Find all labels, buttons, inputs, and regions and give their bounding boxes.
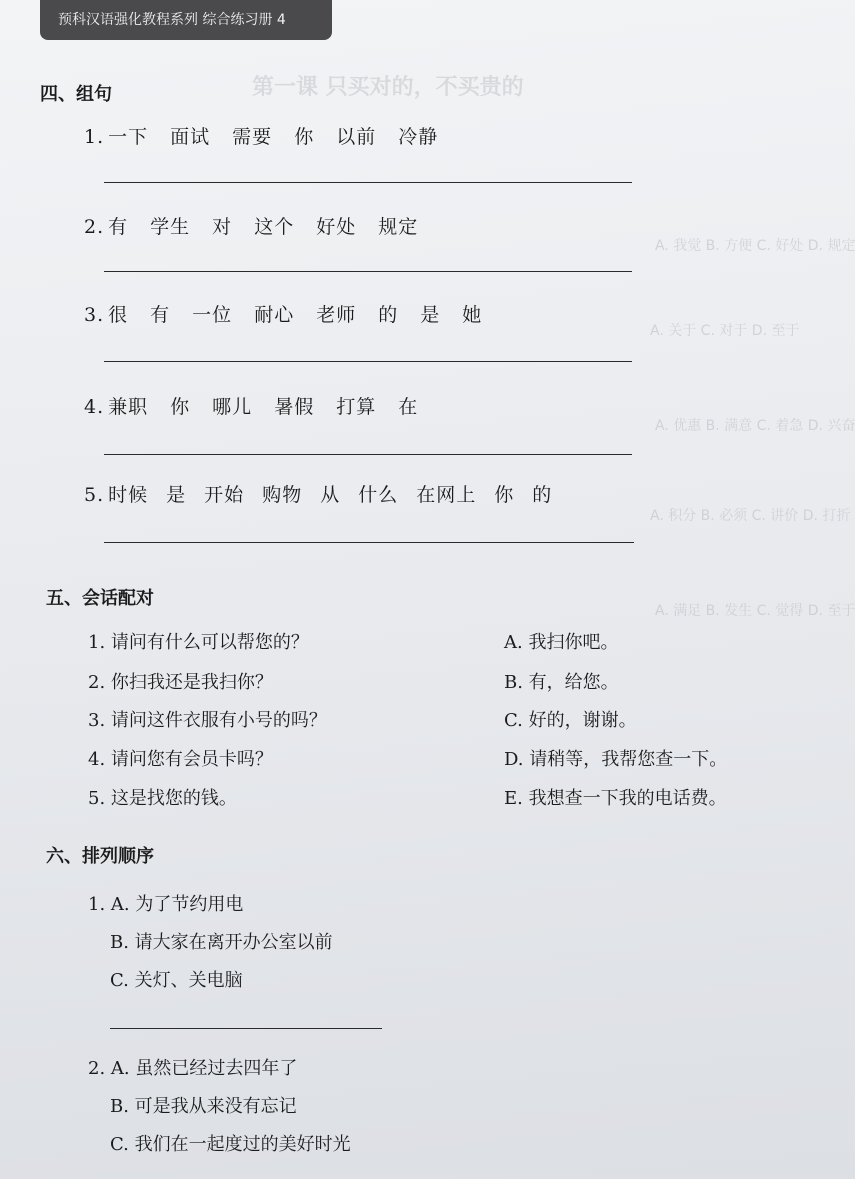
answer-line[interactable] [104, 271, 632, 272]
word: 需要 [232, 126, 273, 148]
bleed-through-line: A. 关于 C. 对于 D. 至于 [650, 323, 800, 339]
word: 她 [462, 304, 483, 326]
word: 哪儿 [212, 396, 253, 418]
word: 的 [378, 304, 399, 326]
word: 以前 [336, 126, 377, 148]
item-number: 2. [84, 216, 105, 238]
answer-line[interactable] [104, 454, 632, 455]
word: 一位 [192, 304, 233, 326]
section-title-dialogue-matching: 五、会话配对 [46, 588, 154, 609]
word: 一下 [108, 126, 149, 148]
dialogue-prompt: 5. 这是找您的钱。 [88, 788, 237, 809]
order-clause: B. 可是我从来没有忘记 [110, 1096, 297, 1117]
item-number: 1. [84, 126, 105, 148]
order-clause: C. 关灯、关电脑 [110, 970, 243, 991]
order-clause: C. 我们在一起度过的美好时光 [110, 1134, 351, 1155]
dialogue-response: A. 我扫你吧。 [504, 632, 619, 653]
word: 在网上 [416, 484, 477, 506]
word: 对 [212, 216, 233, 238]
word: 有 [150, 304, 171, 326]
word: 好处 [316, 216, 357, 238]
answer-line[interactable] [104, 361, 632, 362]
dialogue-prompt: 4. 请问您有会员卡吗？ [88, 749, 273, 770]
bleed-through-title: 第一课 只买对的，不买贵的 [252, 75, 524, 100]
order-clause: 2. A. 虽然已经过去四年了 [88, 1058, 298, 1079]
word: 打算 [336, 396, 377, 418]
bleed-through-line: A. 满足 B. 发生 C. 觉得 D. 至于 [655, 603, 855, 619]
word: 冷静 [398, 126, 439, 148]
item-number: 4. [84, 396, 105, 418]
word: 规定 [378, 216, 419, 238]
word: 你 [170, 396, 191, 418]
answer-line[interactable] [110, 1028, 382, 1029]
section-title-sentence-building: 四、组句 [40, 84, 112, 105]
word: 老师 [316, 304, 357, 326]
dialogue-response: E. 我想查一下我的电话费。 [504, 788, 727, 809]
sentence-item [84, 480, 552, 507]
sentence-item [84, 212, 440, 239]
bleed-through-line: A. 优惠 B. 满意 C. 着急 D. 兴奋 [655, 418, 855, 434]
word: 是 [166, 484, 187, 506]
word: 时候 [108, 484, 149, 506]
dialogue-response: B. 有，给您。 [504, 672, 619, 693]
dialogue-response: C. 好的，谢谢。 [504, 710, 637, 731]
answer-line[interactable] [104, 182, 632, 183]
word: 这个 [254, 216, 295, 238]
sentence-item [84, 300, 504, 327]
word: 购物 [262, 484, 303, 506]
word: 有 [108, 216, 129, 238]
order-clause: 1. A. 为了节约用电 [88, 894, 244, 915]
order-clause: B. 请大家在离开办公室以前 [110, 932, 333, 953]
dialogue-prompt: 1. 请问有什么可以帮您的？ [88, 632, 309, 653]
dialogue-prompt: 2. 你扫我还是我扫你？ [88, 672, 273, 693]
word: 从 [320, 484, 341, 506]
item-number: 5. [84, 484, 105, 506]
word: 的 [532, 484, 553, 506]
word: 你 [494, 484, 515, 506]
word: 你 [294, 126, 315, 148]
dialogue-response: D. 请稍等，我帮您查一下。 [504, 749, 728, 770]
sentence-item [84, 392, 440, 419]
word: 兼职 [108, 396, 149, 418]
word: 很 [108, 304, 129, 326]
word: 在 [398, 396, 419, 418]
answer-line[interactable] [104, 542, 634, 543]
word: 学生 [150, 216, 191, 238]
word: 耐心 [254, 304, 295, 326]
word: 暑假 [274, 396, 315, 418]
word: 什么 [358, 484, 399, 506]
bleed-through-line: A. 积分 B. 必须 C. 讲价 D. 打折 [650, 508, 851, 524]
dialogue-prompt: 3. 请问这件衣服有小号的吗？ [88, 710, 327, 731]
item-number: 3. [84, 304, 105, 326]
book-header: 预科汉语强化教程系列 综合练习册 4 [40, 0, 332, 40]
bleed-through-line: A. 我觉 B. 方便 C. 好处 D. 规定 [655, 238, 855, 254]
sentence-item [84, 122, 460, 149]
section-title-ordering: 六、排列顺序 [46, 846, 154, 867]
word: 是 [420, 304, 441, 326]
word: 开始 [204, 484, 245, 506]
word: 面试 [170, 126, 211, 148]
